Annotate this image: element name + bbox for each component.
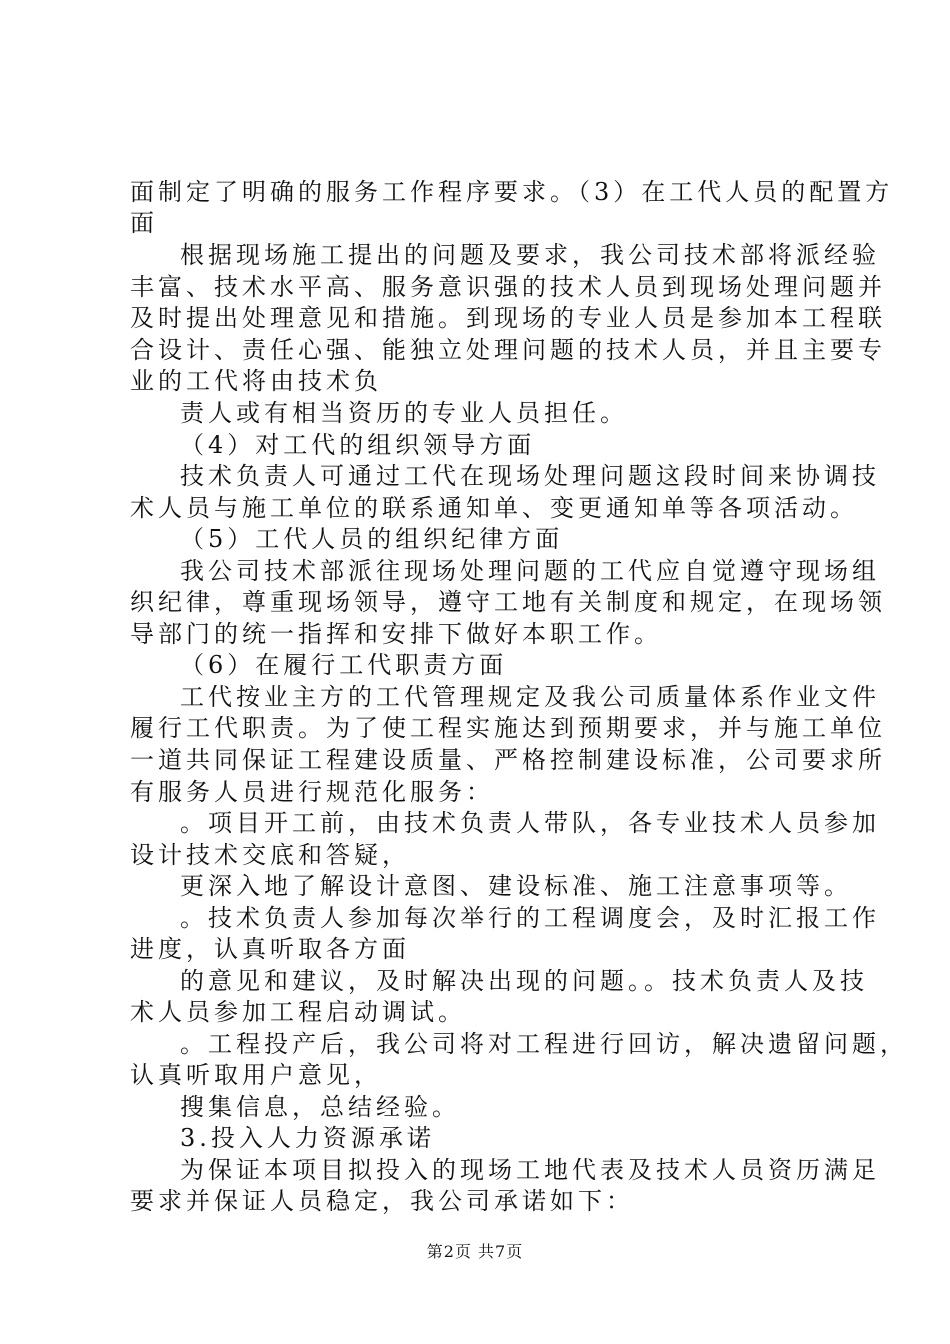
text-line: 。技术负责人参加每次举行的工程调度会，及时汇报工作 — [180, 904, 880, 932]
text-line: 面制定了明确的服务工作程序要求。（3）在工代人员的配置方 — [130, 178, 894, 206]
text-line: 搜集信息，总结经验。 — [180, 1093, 460, 1121]
text-line: 业的工代将由技术负 — [130, 367, 382, 395]
text-line: 根据现场施工提出的问题及要求，我公司技术部将派经验 — [180, 241, 880, 269]
text-line: 丰富、技术水平高、服务意识强的技术人员到现场处理问题并 — [130, 273, 886, 301]
text-line: 术人员与施工单位的联系通知单、变更通知单等各项活动。 — [130, 494, 858, 522]
text-line: 面 — [130, 209, 158, 237]
text-line: 及时提出处理意见和措施。到现场的专业人员是参加本工程联 — [130, 304, 886, 332]
text-line: 更深入地了解设计意图、建设标准、施工注意事项等。 — [180, 872, 852, 900]
text-line: 技术负责人可通过工代在现场处理问题这段时间来协调技 — [180, 462, 880, 490]
text-line: 织纪律，尊重现场领导，遵守工地有关制度和规定，在现场领 — [130, 588, 886, 616]
text-line: （6）在履行工代职责方面 — [180, 651, 508, 679]
text-line: 认真听取用户意见， — [130, 1061, 382, 1089]
text-line: 为保证本项目拟投入的现场工地代表及技术人员资历满足 — [180, 1156, 880, 1184]
text-line: 。项目开工前，由技术负责人带队，各专业技术人员参加 — [180, 809, 880, 837]
page-footer: 第2页 共7页 — [426, 1242, 524, 1261]
text-line: 工代按业主方的工代管理规定及我公司质量体系作业文件 — [180, 683, 880, 711]
text-line: 导部门的统一指挥和安排下做好本职工作。 — [130, 620, 662, 648]
text-line: （5）工代人员的组织纪律方面 — [180, 525, 564, 553]
text-line: 。工程投产后，我公司将对工程进行回访，解决遗留问题， — [180, 1030, 908, 1058]
text-line: 责人或有相当资历的专业人员担任。 — [180, 399, 628, 427]
text-line: 合设计、责任心强、能独立处理问题的技术人员，并且主要专 — [130, 336, 886, 364]
text-line: 一道共同保证工程建设质量、严格控制建设标准，公司要求所 — [130, 746, 886, 774]
text-line: 3.投入人力资源承诺 — [180, 1124, 435, 1152]
text-line: （4）对工代的组织领导方面 — [180, 431, 536, 459]
text-line: 的意见和建议，及时解决出现的问题。。技术负责人及技 — [180, 967, 868, 995]
text-line: 设计技术交底和答疑， — [130, 841, 410, 869]
text-line: 术人员参加工程启动调试。 — [130, 998, 466, 1026]
text-line: 我公司技术部派往现场处理问题的工代应自觉遵守现场组 — [180, 557, 880, 585]
text-line: 要求并保证人员稳定，我公司承诺如下： — [130, 1187, 634, 1215]
text-line: 进度，认真听取各方面 — [130, 935, 410, 963]
text-line: 履行工代职责。为了使工程实施达到预期要求，并与施工单位 — [130, 714, 886, 742]
text-line: 有服务人员进行规范化服务： — [130, 778, 494, 806]
